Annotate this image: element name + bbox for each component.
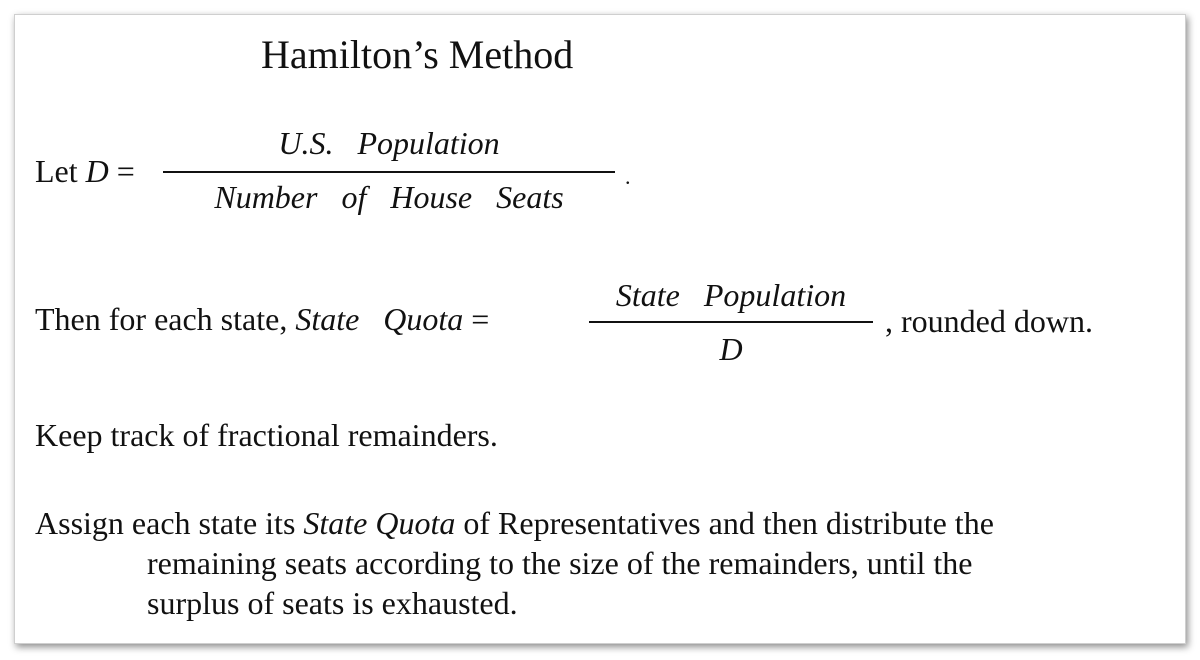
quota-prefix: Then for each state, <box>35 301 288 337</box>
d-fraction-bar <box>163 171 615 173</box>
assign-part2: of Representatives and then distribute the <box>455 505 994 541</box>
quota-line <box>35 301 489 337</box>
quota-lhs: State Quota <box>295 301 464 337</box>
assign-line-3: surplus of seats is exhausted. <box>147 585 518 621</box>
remainders-line: Keep track of fractional remainders. <box>35 417 498 453</box>
assign-line-2: remaining seats according to the size of the remainders, until the <box>147 545 973 581</box>
slide-card <box>14 14 1186 644</box>
quota-fraction-bar <box>589 321 873 323</box>
assign-part1: Assign each state its <box>35 505 304 541</box>
definition-period: . <box>625 164 631 189</box>
d-numerator: U.S. Population <box>278 125 500 161</box>
let-word: Let <box>35 153 78 189</box>
variable-d: D <box>85 153 109 189</box>
assign-paragraph <box>35 503 1175 623</box>
quota-suffix: , rounded down. <box>885 303 1093 339</box>
slide-title: Hamilton’s Method <box>261 32 574 77</box>
assign-emphasis: State Quota <box>303 505 456 541</box>
quota-denominator: D <box>719 331 743 367</box>
quota-numerator: State Population <box>615 277 847 313</box>
quota-fraction <box>589 277 873 377</box>
quota-equals: = <box>471 301 490 337</box>
definition-line <box>35 153 135 189</box>
assign-line-1 <box>35 503 1175 543</box>
d-fraction <box>163 125 615 225</box>
equals-sign: = <box>116 153 135 189</box>
d-denominator: Number of House Seats <box>214 179 564 215</box>
